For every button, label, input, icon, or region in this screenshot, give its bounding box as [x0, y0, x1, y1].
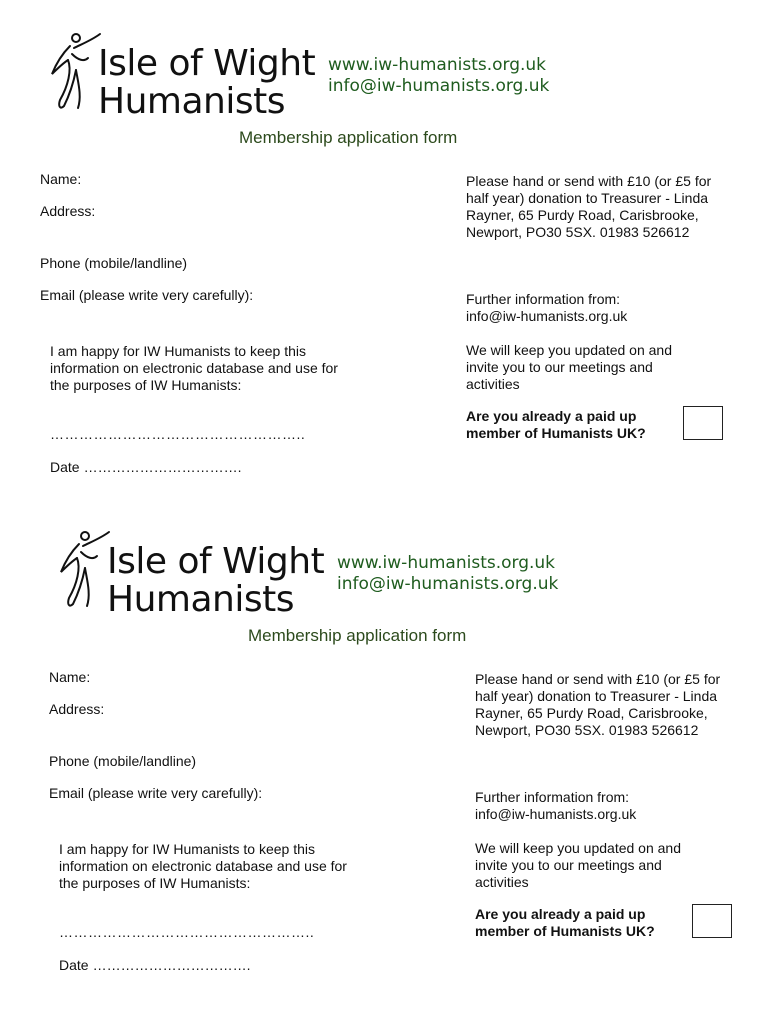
membership-question: Are you already a paid up member of Humanists UK? — [466, 408, 646, 441]
logo-title: Isle of Wight — [107, 541, 325, 582]
date-label: Date — [50, 459, 80, 475]
date-label: Date — [59, 957, 89, 973]
date-line: ……………………………. — [92, 957, 251, 973]
consent-text: I am happy for IW Humanists to keep this information on electronic database and use for the purposes of IW Humanists: — [59, 841, 347, 891]
address-label: Address: — [40, 203, 96, 219]
payment-instructions: Please hand or send with £10 (or £5 for half year) donation to Treasurer - Linda Rayner, 65 Purdy Road, Carisbrooke, Newport, PO30 5SX. 01983 526612 — [466, 173, 712, 240]
signature-line[interactable]: …………………………………………….. — [59, 924, 315, 940]
membership-question: Are you already a paid up member of Humanists UK? — [475, 906, 655, 939]
address-label: Address: — [49, 701, 105, 717]
logo-subtitle: Humanists — [107, 579, 294, 620]
updates-text: We will keep you updated on and invite you to our meetings and activities — [475, 840, 681, 890]
name-label: Name: — [40, 171, 82, 187]
payment-instructions: Please hand or send with £10 (or £5 for half year) donation to Treasurer - Linda Rayner, 65 Purdy Road, Carisbrooke, Newport, PO30 5SX. 01983 526612 — [475, 671, 721, 738]
further-info: Further information from: info@iw-humanists.org.uk — [466, 291, 628, 324]
consent-text: I am happy for IW Humanists to keep this information on electronic database and use for the purposes of IW Humanists: — [50, 343, 338, 393]
form-title: Membership application form — [248, 626, 467, 645]
membership-form-2 — [0, 498, 770, 998]
phone-label: Phone (mobile/landline) — [40, 255, 188, 271]
email-link[interactable]: info@iw-humanists.org.uk — [328, 76, 550, 96]
phone-label: Phone (mobile/landline) — [49, 753, 197, 769]
email-label: Email (please write very carefully): — [49, 785, 263, 801]
updates-text: We will keep you updated on and invite you to our meetings and activities — [466, 342, 672, 392]
logo-subtitle: Humanists — [98, 81, 285, 122]
date-field[interactable] — [50, 459, 245, 475]
further-info: Further information from: info@iw-humanists.org.uk — [475, 789, 637, 822]
email-link[interactable]: info@iw-humanists.org.uk — [337, 574, 559, 594]
humanist-figure-logo-icon — [57, 528, 113, 610]
humanist-figure-logo-icon — [48, 30, 104, 112]
website-link[interactable]: www.iw-humanists.org.uk — [337, 553, 556, 573]
membership-form-1 — [0, 0, 770, 500]
date-line: ……………………………. — [83, 459, 242, 475]
signature-line[interactable]: …………………………………………….. — [50, 426, 306, 442]
website-link[interactable]: www.iw-humanists.org.uk — [328, 55, 547, 75]
paid-member-checkbox[interactable] — [683, 406, 723, 440]
name-label: Name: — [49, 669, 91, 685]
logo-title: Isle of Wight — [98, 43, 316, 84]
form-title: Membership application form — [239, 128, 458, 147]
paid-member-checkbox[interactable] — [692, 904, 732, 938]
email-label: Email (please write very carefully): — [40, 287, 254, 303]
date-field[interactable] — [59, 957, 254, 973]
